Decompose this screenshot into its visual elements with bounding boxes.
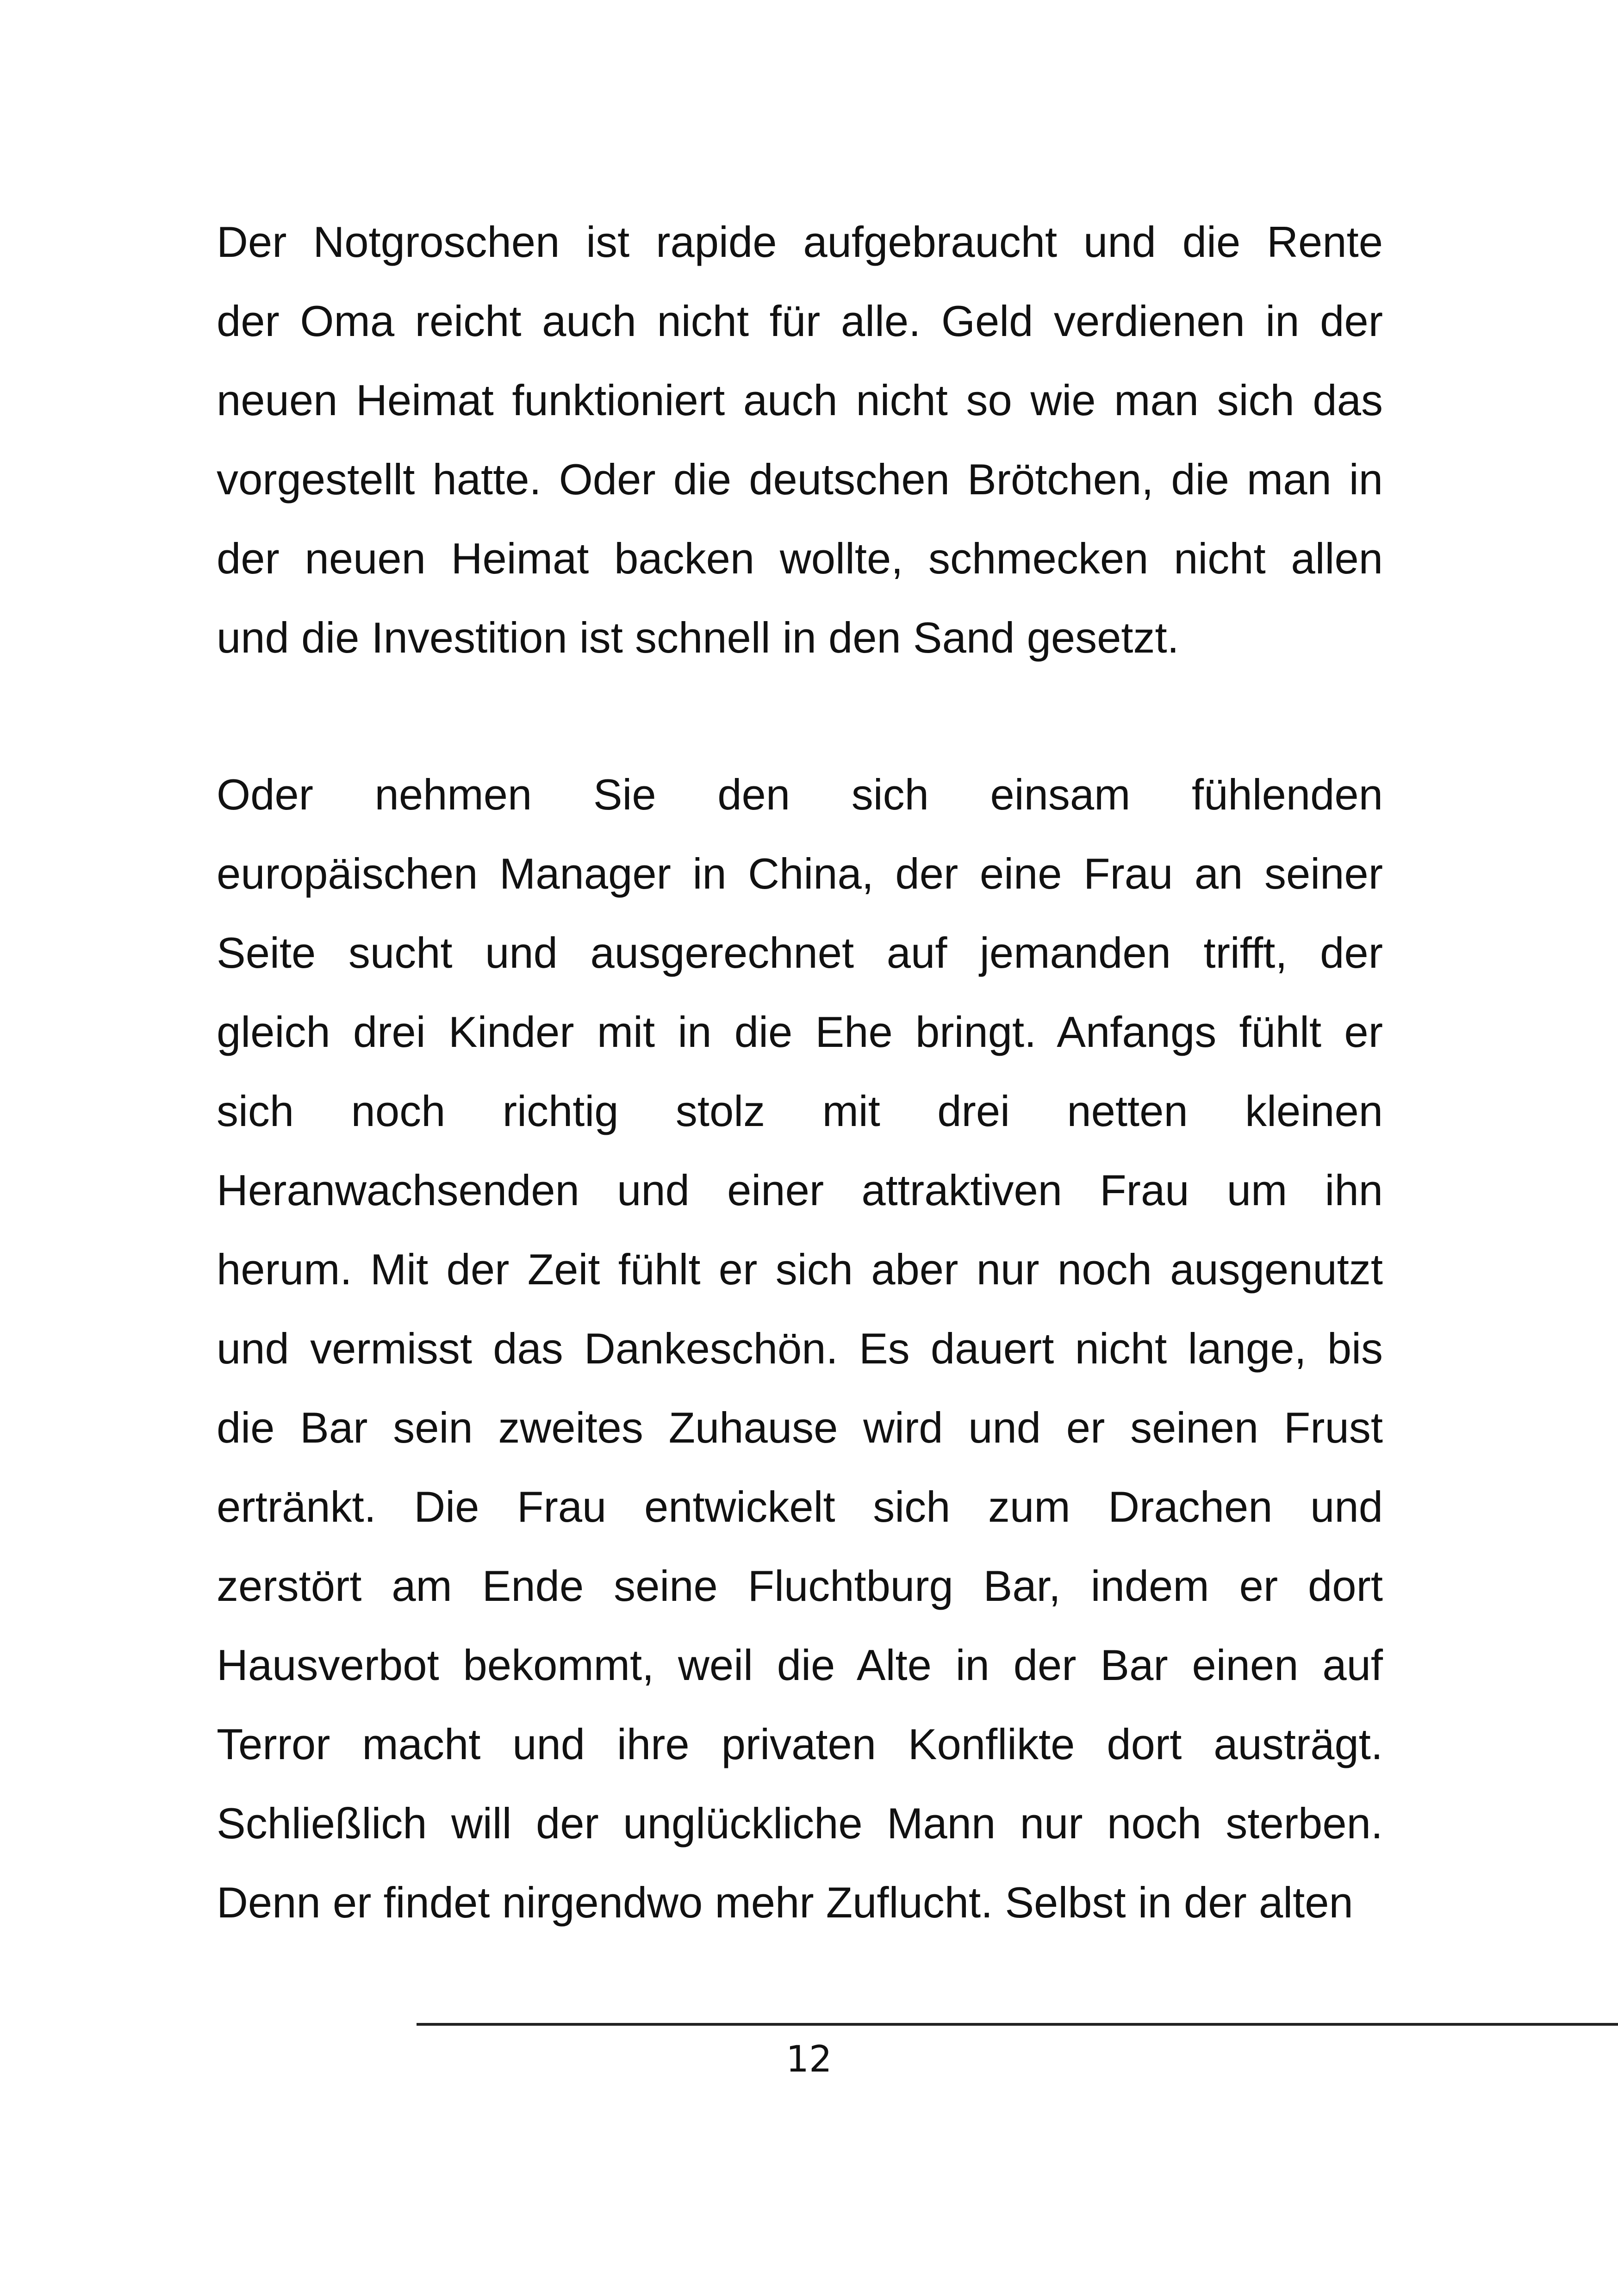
paragraph-line: neuen Heimat funktioniert auch nicht so wie man sich das <box>217 376 1383 424</box>
paragraph-line: Seite sucht und ausgerechnet auf jemanden trifft, der <box>217 928 1383 977</box>
paragraph-line: Schließlich will der unglückliche Mann nur noch sterben. <box>217 1799 1383 1848</box>
footer-divider <box>417 2023 1618 2026</box>
paragraph-line: und vermisst das Dankeschön. Es dauert nicht lange, bis <box>217 1324 1383 1373</box>
paragraph-line: der neuen Heimat backen wollte, schmecken nicht allen <box>217 534 1383 583</box>
paragraph-2 <box>217 755 1383 1942</box>
paragraph-line: ertränkt. Die Frau entwickelt sich zum Drachen und <box>217 1482 1383 1531</box>
paragraph-line: zerstört am Ende seine Fluchtburg Bar, indem er dort <box>217 1562 1383 1610</box>
paragraph-1 <box>217 202 1383 677</box>
paragraph-line: Hausverbot bekommt, weil die Alte in der Bar einen auf <box>217 1641 1383 1689</box>
paragraph-line: Oder nehmen Sie den sich einsam fühlenden <box>217 770 1383 819</box>
page-number: 12 <box>786 2039 832 2080</box>
paragraph-line: herum. Mit der Zeit fühlt er sich aber nur noch ausgenutzt <box>217 1245 1383 1294</box>
paragraph-line: der Oma reicht auch nicht für alle. Geld verdienen in der <box>217 297 1383 345</box>
paragraph-line: Der Notgroschen ist rapide aufgebraucht und die Rente <box>217 218 1383 266</box>
paragraph-line: und die Investition ist schnell in den Sand gesetzt. <box>217 613 1179 662</box>
paragraph-line: gleich drei Kinder mit in die Ehe bringt. Anfangs fühlt er <box>217 1008 1383 1056</box>
paragraph-line: europäischen Manager in China, der eine Frau an seiner <box>217 849 1383 898</box>
paragraph-line: die Bar sein zweites Zuhause wird und er seinen Frust <box>217 1403 1383 1452</box>
paragraph-line: Heranwachsenden und einer attraktiven Frau um ihn <box>217 1166 1383 1214</box>
paragraph-line: Denn er findet nirgendwo mehr Zuflucht. Selbst in der alten <box>217 1878 1353 1927</box>
paragraph-line: sich noch richtig stolz mit drei netten kleinen <box>217 1087 1383 1135</box>
paragraph-line: vorgestellt hatte. Oder die deutschen Brötchen, die man in <box>217 455 1383 504</box>
paragraph-line: Terror macht und ihre privaten Konflikte dort austrägt. <box>217 1720 1383 1768</box>
